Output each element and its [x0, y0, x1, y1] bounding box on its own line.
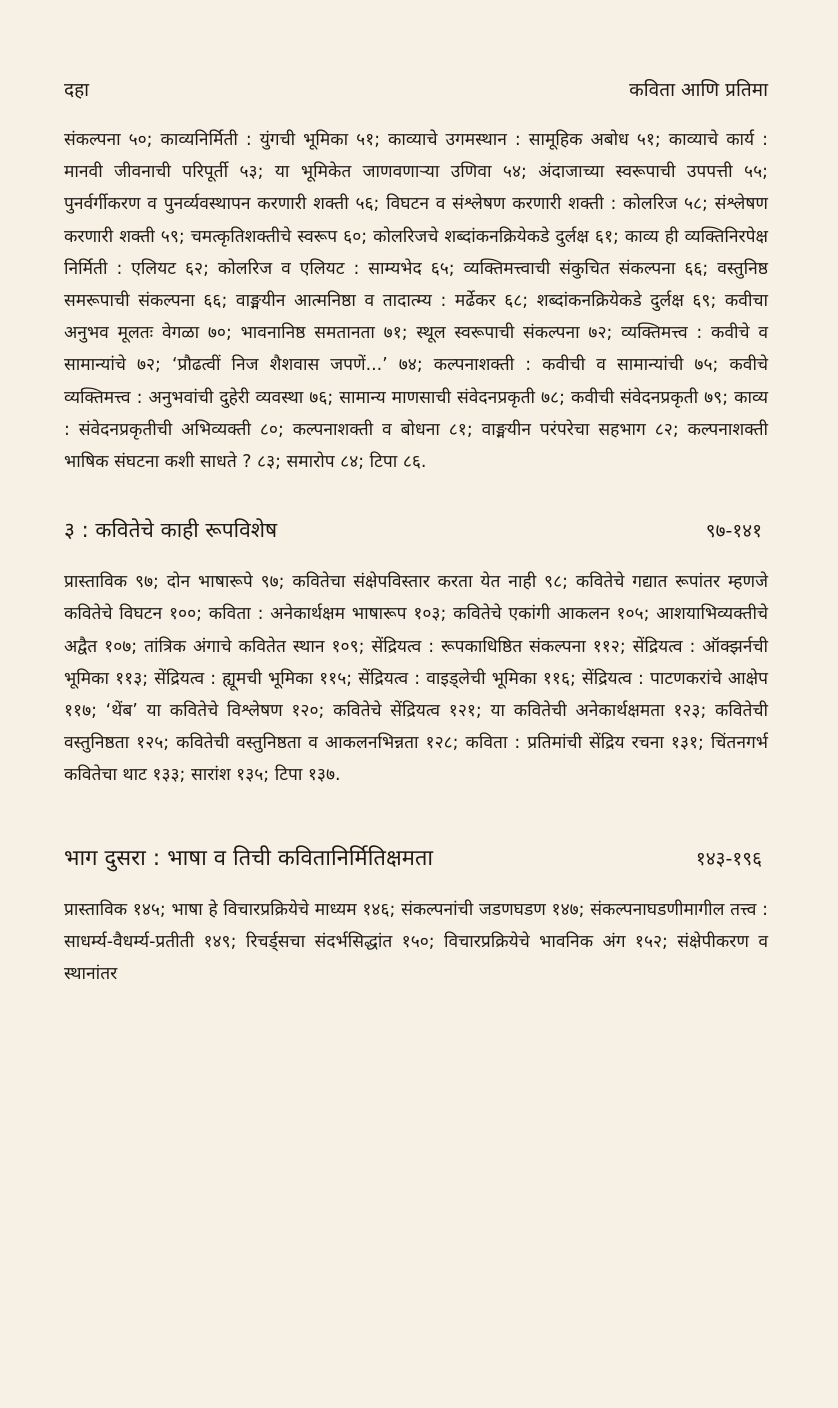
- chapter-title: ३ : कवितेचे काही रूपविशेष: [64, 518, 278, 543]
- running-header: [64, 76, 768, 102]
- part-2-heading: [64, 842, 768, 872]
- contents-paragraph-3: प्रास्ताविक १४५; भाषा हे विचारप्रक्रियेचे माध्यम १४६; संकल्पनांची जडणघडण १४७; संकल्पनाघडणीमागील तत्त्व : साधर्म्य-वैधर्म्य-प्रतीती १४९; रिचर्ड्‌सचा संदर्भसिद्धांत १५०; विचारप्रक्रियेचे भावनिक अंग १५२; संक्षेपीकरण व स्थानांतर: [64, 899, 768, 985]
- part-title: भाग दुसरा : भाषा व तिची कवितानिर्मितिक्षमता: [64, 845, 434, 871]
- page-range: १४३-१९६: [695, 847, 762, 870]
- book-title: कविता आणि प्रतिमा: [629, 79, 768, 101]
- contents-paragraph-2: प्रास्ताविक ९७; दोन भाषारूपे ९७; कवितेचा संक्षेपविस्तार करता येत नाही ९८; कवितेचे गद्यात रूपांतर म्हणजे कवितेचे विघटन १००; कविता : अनेकार्थक्षम भाषारूप १०३; कवितेचे एकांगी आकलन १०५; आशयाभिव्यक्तीचे अद्वैत १०७; तांत्रिक अंगाचे कवितेत स्थान १०९; सेंद्रियत्व : रूपकाधिष्ठित संकल्पना ११२; सेंद्रियत्व : ऑक्झर्नची भूमिका ११३; सेंद्रियत्व : ह्यूमची भूमिका ११५; सेंद्रियत्व : वाइड्लेची भूमिका ११६; सेंद्रियत्व : पाटणकरांचे आक्षेप ११७; ‘थेंब’ या कवितेचे विश्लेषण १२०; कवितेचे सेंद्रियत्व १२१; या कवितेची अनेकार्थक्षमता १२३; कवितेची वस्तुनिष्ठता १२५; कवितेची वस्तुनिष्ठता व आकलनभिन्नता १२८; कविता : प्रतिमांची सेंद्रिय रचना १३१; चिंतनगर्भ कवितेचा थाट १३३; सारांश १३५; टिपा १३७.: [64, 572, 768, 786]
- page-range: ९७-१४१: [705, 520, 762, 543]
- contents-paragraph-1: संकल्पना ५०; काव्यनिर्मिती : युंगची भूमिका ५१; काव्याचे उगमस्थान : सामूहिक अबोध ५१; काव्याचे कार्य : मानवी जीवनाची परिपूर्ती ५३; या भूमिकेत जाणवणाऱ्या उणिवा ५४; अंदाजाच्या स्वरूपाची उपपत्ती ५५; पुनर्वर्गीकरण व पुनर्व्यवस्थापन करणारी शक्ती ५६; विघटन व संश्लेषण करणारी शक्ती : कोलरिज ५८; संश्लेषण करणारी शक्ती ५९; चमत्कृतिशक्तीचे स्वरूप ६०; कोलरिजचे शब्दांकनक्रियेकडे दुर्लक्ष ६१; काव्य ही व्यक्तिनिरपेक्ष निर्मिती : एलियट ६२; कोलरिज व एलियट : साम्यभेद ६५; व्यक्तिमत्त्वाची संकुचित संकल्पना ६६; वस्तुनिष्ठ समरूपाची संकल्पना ६६; वाङ्मयीन आत्मनिष्ठा व तादात्म्य : मर्ढेकर ६८; शब्दांकनक्रियेकडे दुर्लक्ष ६९; कवीचा अनुभव मूलतः वेगळा ७०; भावनानिष्ठ समतानता ७१; स्थूल स्वरूपाची संकल्पना ७२; व्यक्तिमत्त्व : कवीचे व सामान्यांचे ७२; ‘प्रौढत्वीं निज शैशवास जपणें...’ ७४; कल्पनाशक्ती : कवीची व सामान्यांची ७५; कवीचे व्यक्तिमत्त्व : अनुभवांची दुहेरी व्यवस्था ७६; सामान्य माणसाची संवेदनप्रकृती ७८; कवीची संवेदनप्रकृती ७९; काव्य : संवेदनप्रकृतीची अभिव्यक्ती ८०; कल्पनाशक्ती व बोधना ८१; वाङ्मयीन परंपरेचा सहभाग ८२; कल्पनाशक्ती भाषिक संघटना कशी साधते ? ८३; समारोप ८४; टिपा ८६.: [64, 130, 768, 473]
- chapter-3-heading: [64, 516, 768, 544]
- page-number-label: दहा: [64, 79, 90, 101]
